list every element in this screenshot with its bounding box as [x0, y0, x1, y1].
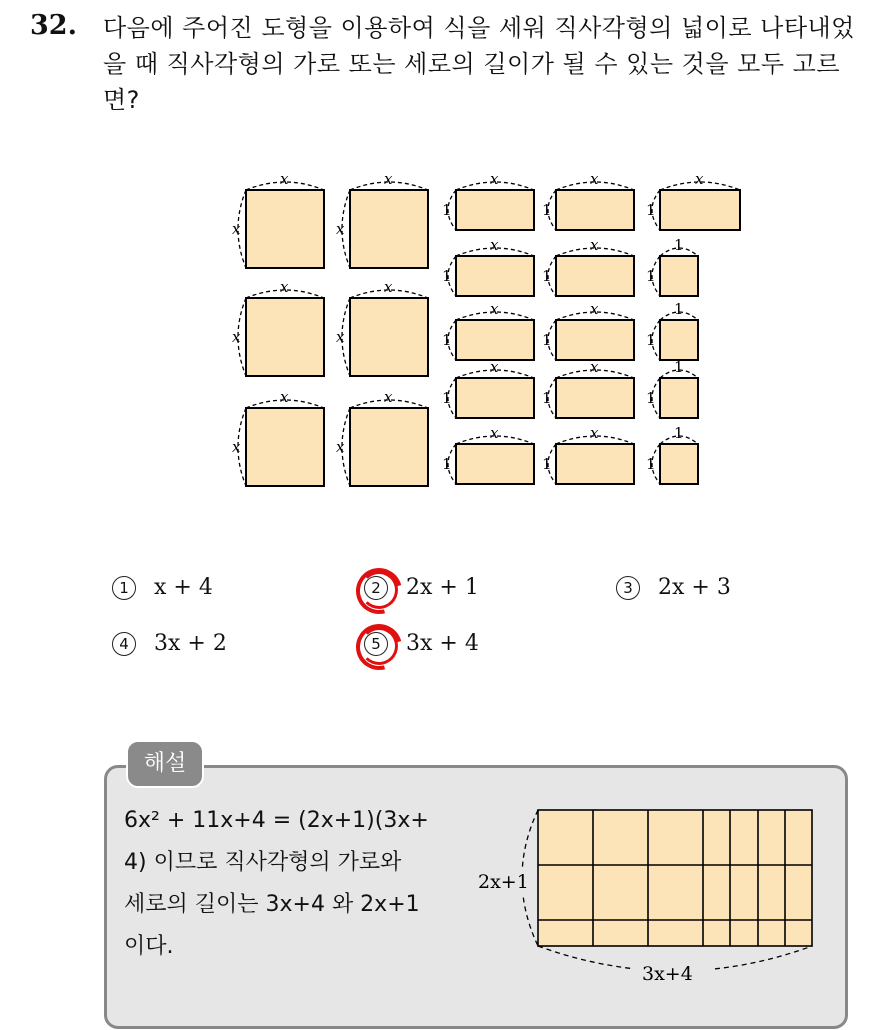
solution-rectangle [538, 810, 812, 946]
x2-tile-2-0-top-label: x [280, 388, 289, 406]
solution-line-2: 4) 이므로 직사각형의 가로와 [124, 850, 402, 875]
choice-2-expr: 2x + 1 [406, 575, 479, 600]
x2-tile-0-0-top-label: x [280, 170, 289, 188]
x-tile-4-1 [556, 444, 634, 484]
x-tile-3-0-top-label: x [490, 358, 499, 376]
unit-tile-4-top-label: 1 [674, 424, 684, 442]
choice-3[interactable] [616, 575, 731, 600]
x-tile-0-0 [456, 190, 534, 230]
x-tile-0-0-top-label: x [490, 170, 499, 188]
choice-1-expr: x + 4 [154, 575, 213, 600]
x-tile-0-2 [660, 190, 740, 230]
tiles-figure [210, 160, 750, 500]
x-tile-3-0-left-label: 1 [442, 389, 452, 407]
choice-4[interactable] [112, 631, 227, 656]
height-label: 2x+1 [478, 871, 529, 893]
solution-text [124, 800, 454, 968]
choice-5-number: 5 [364, 632, 388, 656]
x-tile-4-1-top-label: x [590, 424, 599, 442]
unit-tile-4 [660, 444, 698, 484]
unit-tile-3-left-label: 1 [646, 389, 656, 407]
choice-1[interactable] [112, 575, 213, 600]
width-label: 3x+4 [642, 963, 693, 985]
x2-tile-1-1 [350, 298, 428, 376]
x-tile-0-2-left-label: 1 [646, 201, 656, 219]
x-tile-1-1 [556, 256, 634, 296]
x-tile-4-0 [456, 444, 534, 484]
x2-tile-0-0 [246, 190, 324, 268]
question-number: 32. [30, 10, 77, 41]
x-tile-1-0 [456, 256, 534, 296]
x2-tile-2-1 [350, 408, 428, 486]
choice-4-expr: 3x + 2 [154, 631, 227, 656]
choice-4-number: 4 [112, 632, 136, 656]
solution-line-3: 세로의 길이는 3x+4 와 2x+1 [124, 892, 420, 917]
x-tile-2-0-left-label: 1 [442, 331, 452, 349]
unit-tile-3 [660, 378, 698, 418]
x-tile-4-0-left-label: 1 [442, 455, 452, 473]
x-tile-2-1-left-label: 1 [542, 331, 552, 349]
x2-tile-0-1 [350, 190, 428, 268]
x-tile-4-1-left-label: 1 [542, 455, 552, 473]
x-tile-2-0 [456, 320, 534, 360]
x2-tile-1-0 [246, 298, 324, 376]
unit-tile-1 [660, 256, 698, 296]
choice-5[interactable] [364, 631, 479, 656]
x2-tile-2-1-top-label: x [384, 388, 393, 406]
solution-line-4: 이다. [124, 934, 174, 959]
x-tile-0-2-top-label: x [695, 170, 704, 188]
x-tile-4-0-top-label: x [490, 424, 499, 442]
x-tile-1-1-top-label: x [590, 236, 599, 254]
solution-tab: 해설 [126, 740, 204, 788]
unit-tile-4-left-label: 1 [646, 455, 656, 473]
x-tile-2-0-top-label: x [490, 300, 499, 318]
choice-5-expr: 3x + 4 [406, 631, 479, 656]
x2-tile-1-1-left-label: x [336, 328, 345, 346]
x-tile-1-0-top-label: x [490, 236, 499, 254]
x-tile-3-1-top-label: x [590, 358, 599, 376]
x-tile-0-1-top-label: x [590, 170, 599, 188]
x2-tile-0-0-left-label: x [232, 220, 241, 238]
x-tile-0-0-left-label: 1 [442, 201, 452, 219]
x-tile-3-1-left-label: 1 [542, 389, 552, 407]
choice-3-expr: 2x + 3 [658, 575, 731, 600]
x-tile-2-1-top-label: x [590, 300, 599, 318]
unit-tile-1-left-label: 1 [646, 267, 656, 285]
x-tile-3-0 [456, 378, 534, 418]
unit-tile-3-top-label: 1 [674, 358, 684, 376]
x-tile-0-1-left-label: 1 [542, 201, 552, 219]
solution-rectangle-figure [470, 800, 830, 1000]
x2-tile-0-1-left-label: x [336, 220, 345, 238]
x-tile-1-1-left-label: 1 [542, 267, 552, 285]
choice-2[interactable] [364, 575, 479, 600]
unit-tile-2 [660, 320, 698, 360]
unit-tile-2-left-label: 1 [646, 331, 656, 349]
solution-line-1: 6x² + 11x+4 = (2x+1)(3x+ [124, 808, 429, 833]
question-text: 다음에 주어진 도형을 이용하여 식을 세워 직사각형의 넓이로 나타내었을 때 직사각형의 가로 또는 세로의 길이가 될 수 있는 것을 모두 고르면? [103, 14, 855, 114]
unit-tile-1-top-label: 1 [674, 236, 684, 254]
x-tile-0-1 [556, 190, 634, 230]
x2-tile-0-1-top-label: x [384, 170, 393, 188]
x2-tile-2-0 [246, 408, 324, 486]
x2-tile-2-0-left-label: x [232, 438, 241, 456]
x2-tile-1-0-left-label: x [232, 328, 241, 346]
x-tile-1-0-left-label: 1 [442, 267, 452, 285]
choice-1-number: 1 [112, 576, 136, 600]
x-tile-2-1 [556, 320, 634, 360]
choice-3-number: 3 [616, 576, 640, 600]
x-tile-3-1 [556, 378, 634, 418]
choice-2-number: 2 [364, 576, 388, 600]
x2-tile-1-1-top-label: x [384, 278, 393, 296]
x2-tile-1-0-top-label: x [280, 278, 289, 296]
unit-tile-2-top-label: 1 [674, 300, 684, 318]
x2-tile-2-1-left-label: x [336, 438, 345, 456]
